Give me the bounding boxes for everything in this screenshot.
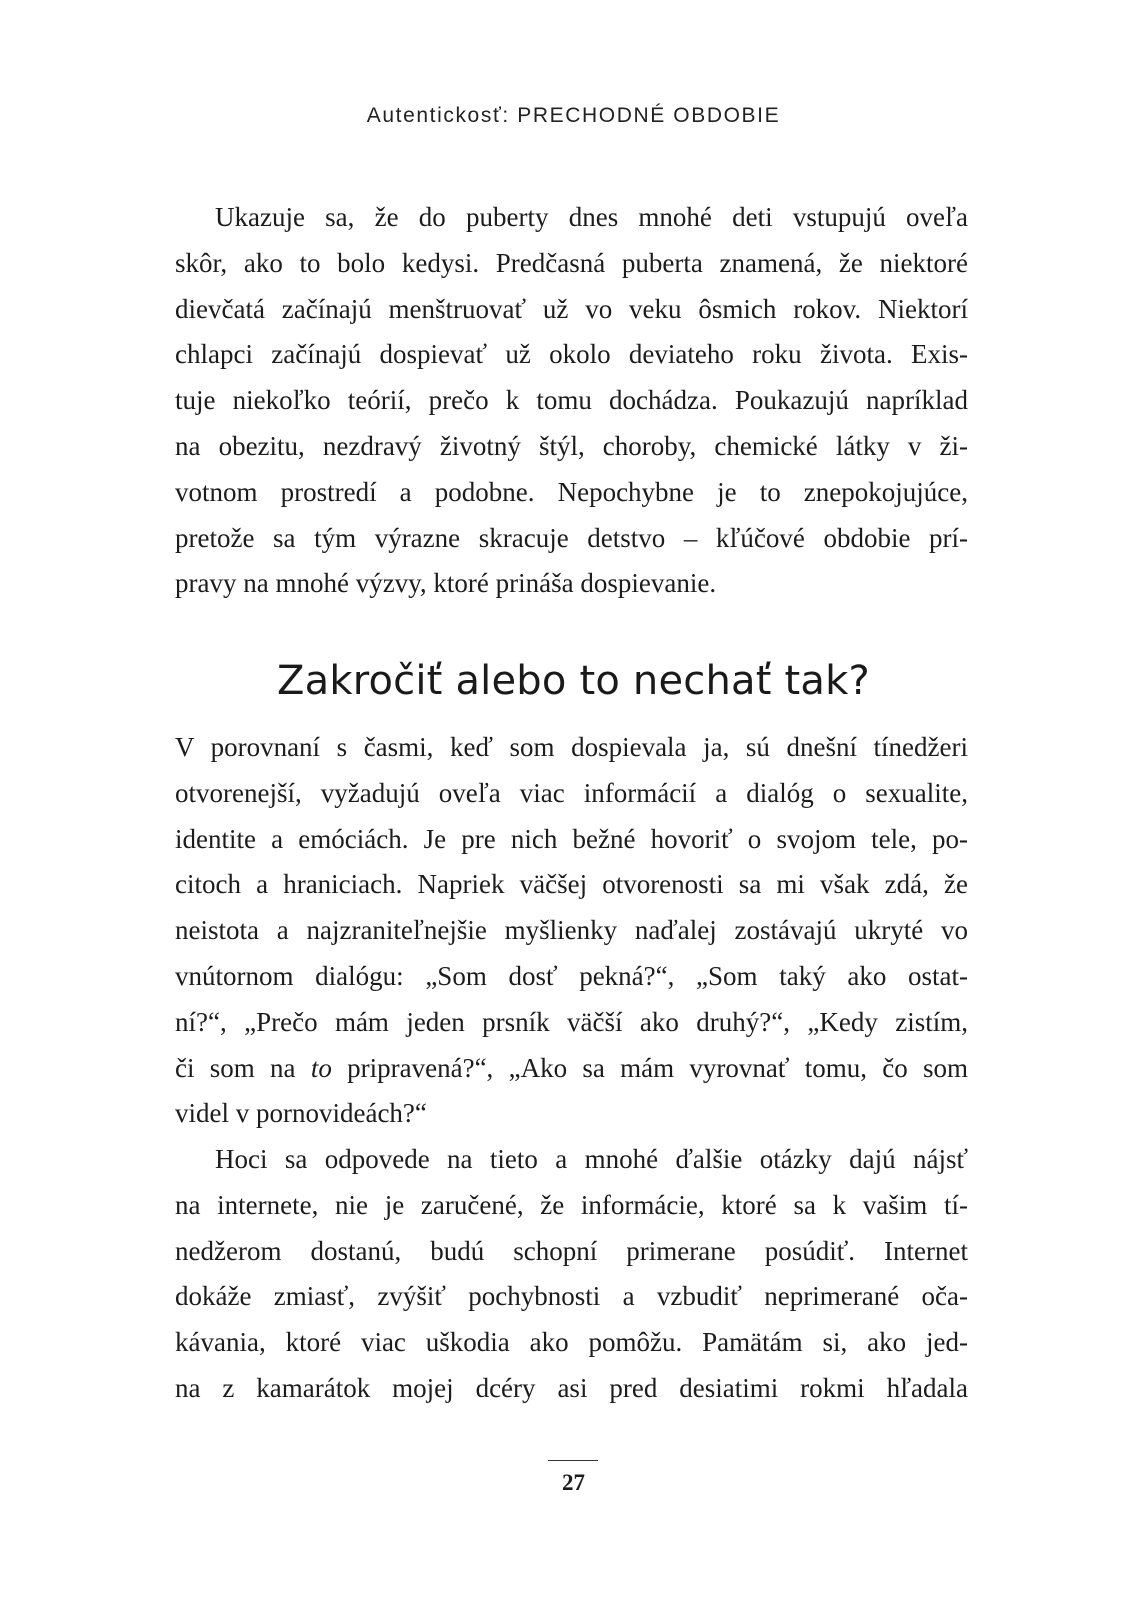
text-line: ní?“, „Prečo mám jeden prsník väčší ako druhý?“, „Kedy zistím, <box>175 1006 968 1037</box>
text-line: pretože sa tým výrazne skracuje detstvo – kľúčové obdobie prí- <box>175 522 968 553</box>
text-line-with-italic <box>175 1046 968 1092</box>
italic-word: to <box>310 1052 332 1083</box>
text-line: pravy na mnohé výzvy, ktoré prináša dospievanie. <box>175 568 717 599</box>
text-line: nedžerom dostanú, budú schopní primerane posúdiť. Internet <box>175 1235 968 1266</box>
text-line: Ukazuje sa, že do puberty dnes mnohé deti vstupujú oveľa <box>215 202 968 232</box>
text-line: na z kamarátok mojej dcéry asi pred desiatimi rokmi hľadala <box>175 1372 968 1403</box>
paragraph-1 <box>175 195 968 607</box>
text-segment: pripravená?“, „Ako sa mám vyrovnať tomu, čo som <box>331 1052 969 1083</box>
text-line: citoch a hraniciach. Napriek väčšej otvorenosti sa mi však zdá, že <box>175 869 968 900</box>
text-line: dokáže zmiasť, zvýšiť pochybnosti a vzbudiť neprimerané oča- <box>175 1281 968 1312</box>
text-line: chlapci začínajú dospievať už okolo deviateho roku života. Exis- <box>175 339 968 370</box>
text-line: otvorenejší, vyžadujú oveľa viac informácií a dialóg o sexualite, <box>175 777 968 808</box>
text-line: neistota a najzraniteľnejšie myšlienky naďalej zostávajú ukryté vo <box>175 915 968 946</box>
text-line: V porovnaní s časmi, keď som dospievala ja, sú dnešní tínedžeri <box>175 732 968 762</box>
text-line: skôr, ako to bolo kedysi. Predčasná puberta znamená, že niektoré <box>175 247 968 278</box>
text-line: votnom prostredí a podobne. Nepochybne je to znepokojujúce, <box>175 476 968 507</box>
text-line: dievčatá začínajú menštruovať už vo veku ôsmich rokov. Niektorí <box>175 293 968 324</box>
paragraph-3 <box>175 1137 968 1412</box>
text-segment: či som na <box>175 1052 311 1083</box>
text-line: kávania, ktoré viac uškodia ako pomôžu. Pamätám si, ako jed- <box>175 1327 968 1358</box>
text-line: na obezitu, nezdravý životný štýl, choroby, chemické látky v ži- <box>175 430 968 461</box>
text-line: na internete, nie je zaručené, že informácie, ktoré sa k vašim tí- <box>175 1189 968 1220</box>
text-line: vnútornom dialógu: „Som dosť pekná?“, „Som taký ako ostat- <box>175 960 968 991</box>
running-head: Autentickosť: PRECHODNÉ OBDOBIE <box>366 104 781 127</box>
paragraph-2 <box>175 725 968 1137</box>
text-line: videl v pornovideách?“ <box>175 1098 427 1129</box>
footer-rule <box>548 1460 598 1461</box>
section-heading: Zakročiť alebo to nechať tak? <box>277 658 870 704</box>
text-line: identite a emóciách. Je pre nich bežné hovoriť o svojom tele, po- <box>175 823 968 854</box>
text-line: tuje niekoľko teórií, prečo k tomu dochádza. Poukazujú napríklad <box>175 385 968 416</box>
text-line: Hoci sa odpovede na tieto a mnohé ďalšie otázky dajú nájsť <box>215 1144 968 1174</box>
page-number: 27 <box>562 1470 585 1495</box>
